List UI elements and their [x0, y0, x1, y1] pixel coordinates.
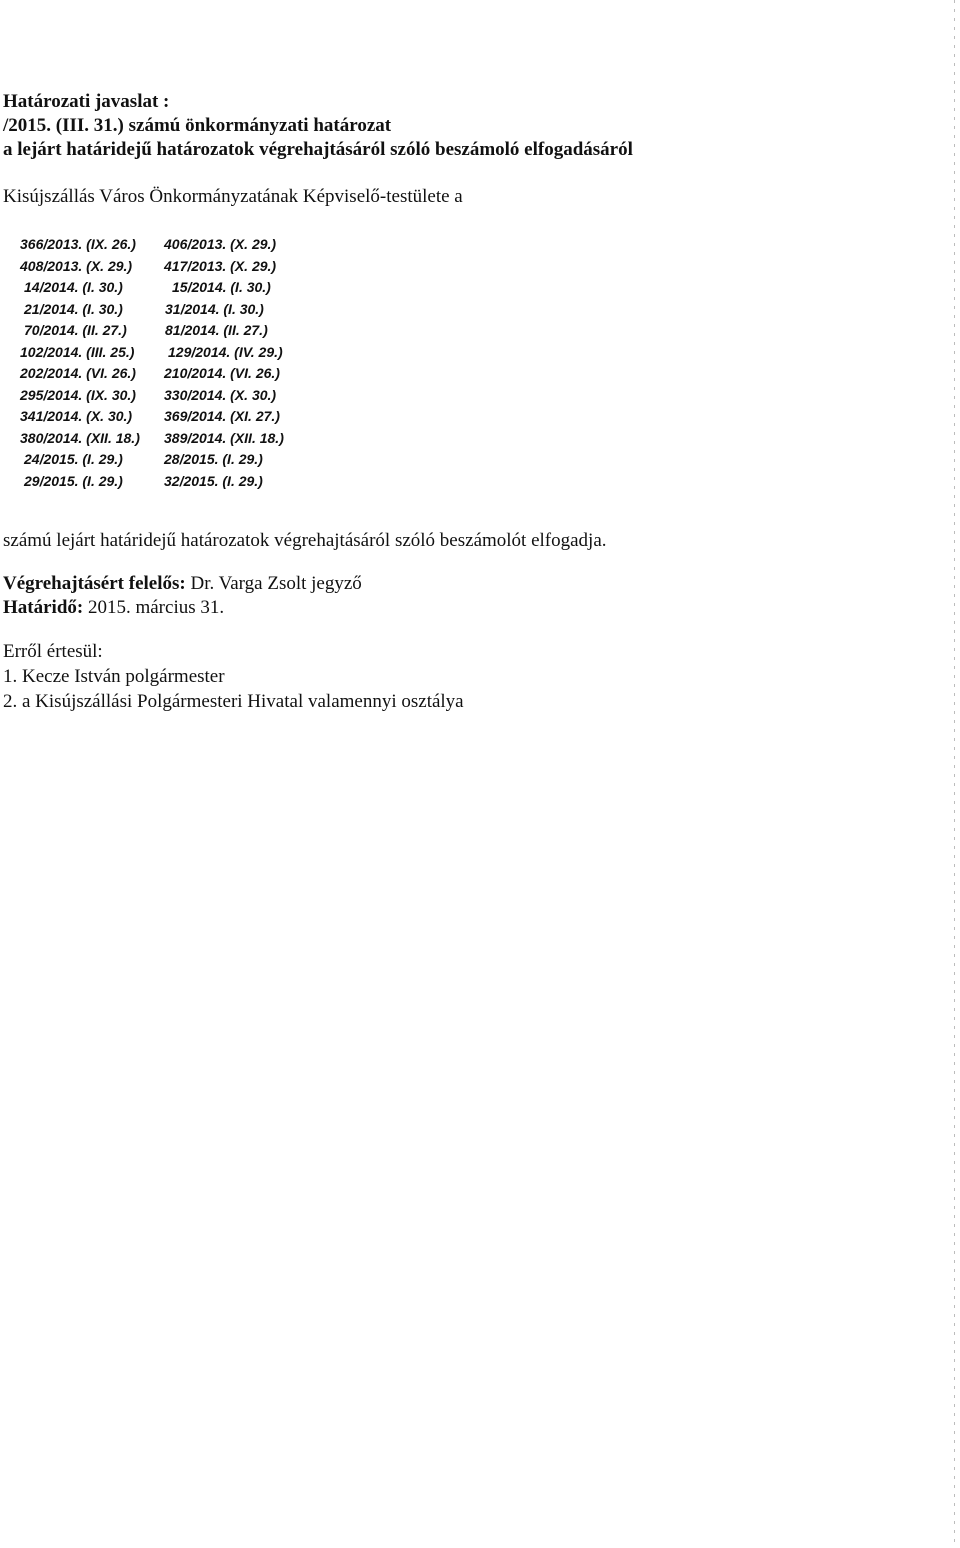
notify-title: Erről értesül:	[3, 641, 103, 662]
reference-item: 102/2014. (III. 25.)	[20, 343, 135, 360]
reference-item: 417/2013. (X. 29.)	[164, 257, 277, 274]
deadline-value: 2015. március 31.	[83, 597, 225, 618]
reference-item: 369/2014. (XI. 27.)	[164, 408, 280, 424]
scan-edge-line	[954, 0, 955, 1548]
reference-item: 210/2014. (VI. 26.)	[164, 365, 280, 381]
reference-item: 31/2014. (I. 30.)	[165, 300, 264, 317]
reference-item: 70/2014. (II. 27.)	[24, 322, 127, 338]
notify-item: 2. a Kisújszállási Polgármesteri Hivatal valamennyi osztálya	[3, 691, 464, 712]
reference-item: 21/2014. (I. 30.)	[24, 300, 123, 317]
reference-item: 28/2015. (I. 29.)	[164, 451, 263, 467]
reference-item: 341/2014. (X. 30.)	[20, 408, 133, 424]
reference-item: 29/2015. (I. 29.)	[24, 472, 123, 489]
reference-item: 24/2015. (I. 29.)	[24, 451, 123, 467]
reference-item: 129/2014. (IV. 29.)	[168, 343, 283, 360]
reference-item: 14/2014. (I. 30.)	[24, 279, 123, 295]
deadline-line	[3, 596, 224, 620]
intro-text: Kisújszállás Város Önkormányzatának Képviselő-testülete a	[3, 186, 463, 207]
reference-item: 81/2014. (II. 27.)	[165, 322, 268, 338]
reference-item: 330/2014. (X. 30.)	[164, 386, 277, 403]
resolution-number-title: /2015. (III. 31.) számú önkormányzati határozat	[3, 115, 392, 136]
responsible-label: Végrehajtásért felelős:	[3, 573, 186, 594]
reference-item: 366/2013. (IX. 26.)	[20, 236, 136, 252]
responsible-value: Dr. Varga Zsolt jegyző	[185, 573, 362, 594]
reference-item: 202/2014. (VI. 26.)	[20, 365, 136, 381]
reference-item: 295/2014. (IX. 30.)	[20, 386, 136, 403]
proposal-heading: Határozati javaslat :	[3, 91, 170, 112]
reference-item: 15/2014. (I. 30.)	[172, 279, 271, 295]
responsible-line	[3, 572, 362, 596]
resolution-subject-title: a lejárt határidejű határozatok végrehajtásáról szóló beszámoló elfogadásáról	[3, 139, 633, 160]
reference-item: 380/2014. (XII. 18.)	[20, 429, 140, 446]
reference-item: 406/2013. (X. 29.)	[164, 236, 277, 252]
notify-item: 1. Kecze István polgármester	[3, 666, 225, 687]
reference-item: 389/2014. (XII. 18.)	[164, 429, 284, 446]
decision-text: számú lejárt határidejű határozatok végrehajtásáról szóló beszámolót elfogadja.	[3, 530, 607, 551]
reference-item: 32/2015. (I. 29.)	[164, 472, 263, 489]
deadline-label: Határidő:	[3, 597, 84, 618]
reference-item: 408/2013. (X. 29.)	[20, 257, 133, 274]
